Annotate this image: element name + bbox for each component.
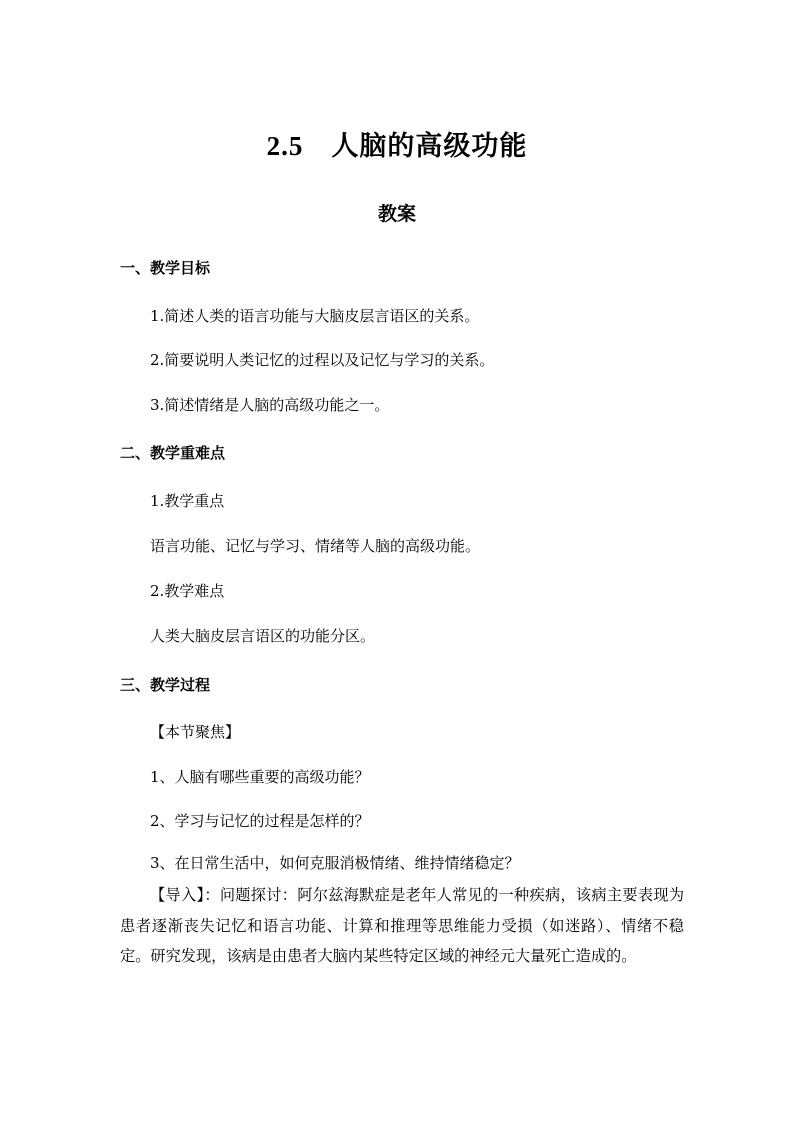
objective-line-1: 1.简述人类的语言功能与大脑皮层言语区的关系。 (150, 307, 480, 325)
page-subtitle: 教案 (377, 203, 416, 225)
difficulty-label: 2.教学难点 (150, 582, 225, 600)
objective-line-2: 2.简要说明人类记忆的过程以及记忆与学习的关系。 (150, 351, 495, 369)
intro-paragraph (120, 880, 684, 972)
section-heading-objectives: 一、教学目标 (120, 259, 211, 277)
section-heading-key-points: 二、教学重难点 (120, 444, 226, 462)
difficulty-text: 人类大脑皮层言语区的功能分区。 (150, 627, 376, 645)
title-number: 2.5 (266, 131, 304, 161)
key-point-text: 语言功能、记忆与学习、情绪等人脑的高级功能。 (150, 537, 481, 555)
key-point-label: 1.教学重点 (150, 492, 225, 510)
focus-question-3: 3、在日常生活中，如何克服消极情绪、维持情绪稳定？ (150, 854, 520, 872)
intro-text: ：问题探讨：阿尔兹海默症是老年人常见的一种疾病，该病主要表现为患者逐渐丧失记忆和语言功能、计算和推理等思维能力受损（如迷路）、情绪不稳定。研究发现，该病是由患者大脑内某些特定区域的神经元大量死亡造成的。 (120, 886, 685, 965)
page-title (0, 124, 794, 163)
objective-line-3: 3.简述情绪是人脑的高级功能之一。 (150, 396, 390, 414)
focus-label: 【本节聚焦】 (150, 723, 241, 741)
title-text: 人脑的高级功能 (331, 131, 528, 162)
section-heading-process: 三、教学过程 (120, 676, 211, 694)
focus-question-2: 2、学习与记忆的过程是怎样的？ (150, 812, 370, 830)
intro-label: 【导入】 (150, 886, 205, 904)
focus-question-1: 1、人脑有哪些重要的高级功能？ (150, 768, 370, 786)
